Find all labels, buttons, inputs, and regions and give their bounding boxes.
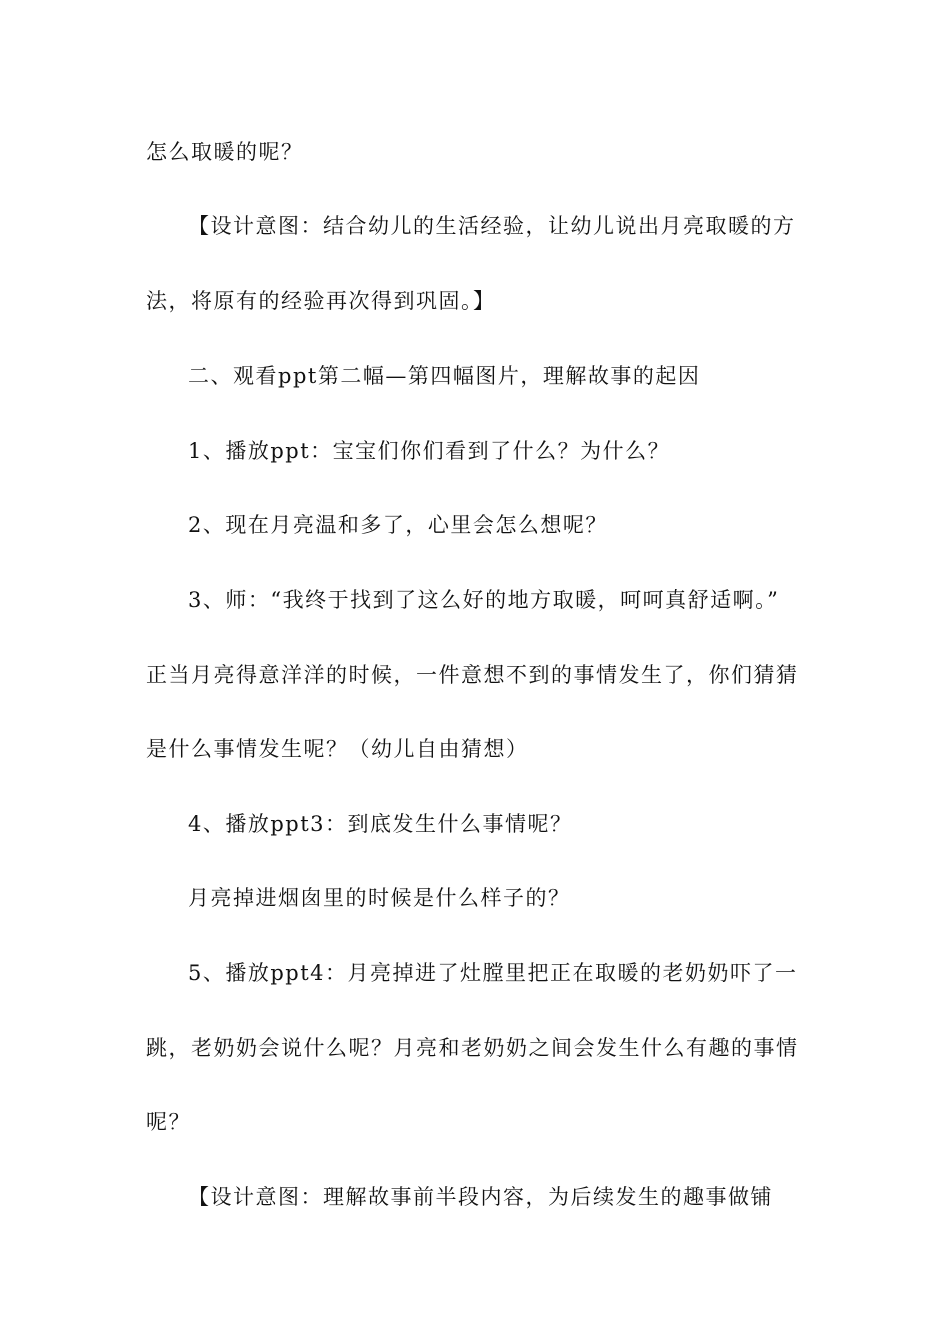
text-line-1: 怎么取暖的呢？ xyxy=(146,140,304,164)
step-4: 4、播放ppt3：到底发生什么事情呢？ xyxy=(188,812,573,836)
step-5-line-2: 跳，老奶奶会说什么呢？月亮和老奶奶之间会发生什么有趣的事情 xyxy=(146,1036,799,1060)
step-2: 2、现在月亮温和多了，心里会怎么想呢？ xyxy=(188,513,608,537)
step-3-line-2: 正当月亮得意洋洋的时候，一件意想不到的事情发生了，你们猜猜 xyxy=(146,663,799,687)
design-intent-2-line-1: 【设计意图：理解故事前半段内容，为后续发生的趣事做铺 xyxy=(188,1185,773,1209)
design-intent-line-2: 法，将原有的经验再次得到巩固。】 xyxy=(146,289,496,313)
section-heading-2: 二、观看ppt第二幅—第四幅图片，理解故事的起因 xyxy=(188,364,701,388)
step-5-line-3: 呢？ xyxy=(146,1110,191,1134)
step-1: 1、播放ppt：宝宝们你们看到了什么？为什么？ xyxy=(188,439,671,463)
step-3-line-1: 3、师：“我终于找到了这么好的地方取暖，呵呵真舒适啊。” xyxy=(188,588,780,612)
step-4-question: 月亮掉进烟囱里的时候是什么样子的？ xyxy=(188,886,571,910)
step-3-line-3: 是什么事情发生呢？（幼儿自由猜想） xyxy=(146,737,529,761)
step-5-line-1: 5、播放ppt4：月亮掉进了灶膛里把正在取暖的老奶奶吓了一 xyxy=(188,961,798,985)
design-intent-line-1: 【设计意图：结合幼儿的生活经验，让幼儿说出月亮取暖的方 xyxy=(188,214,796,238)
